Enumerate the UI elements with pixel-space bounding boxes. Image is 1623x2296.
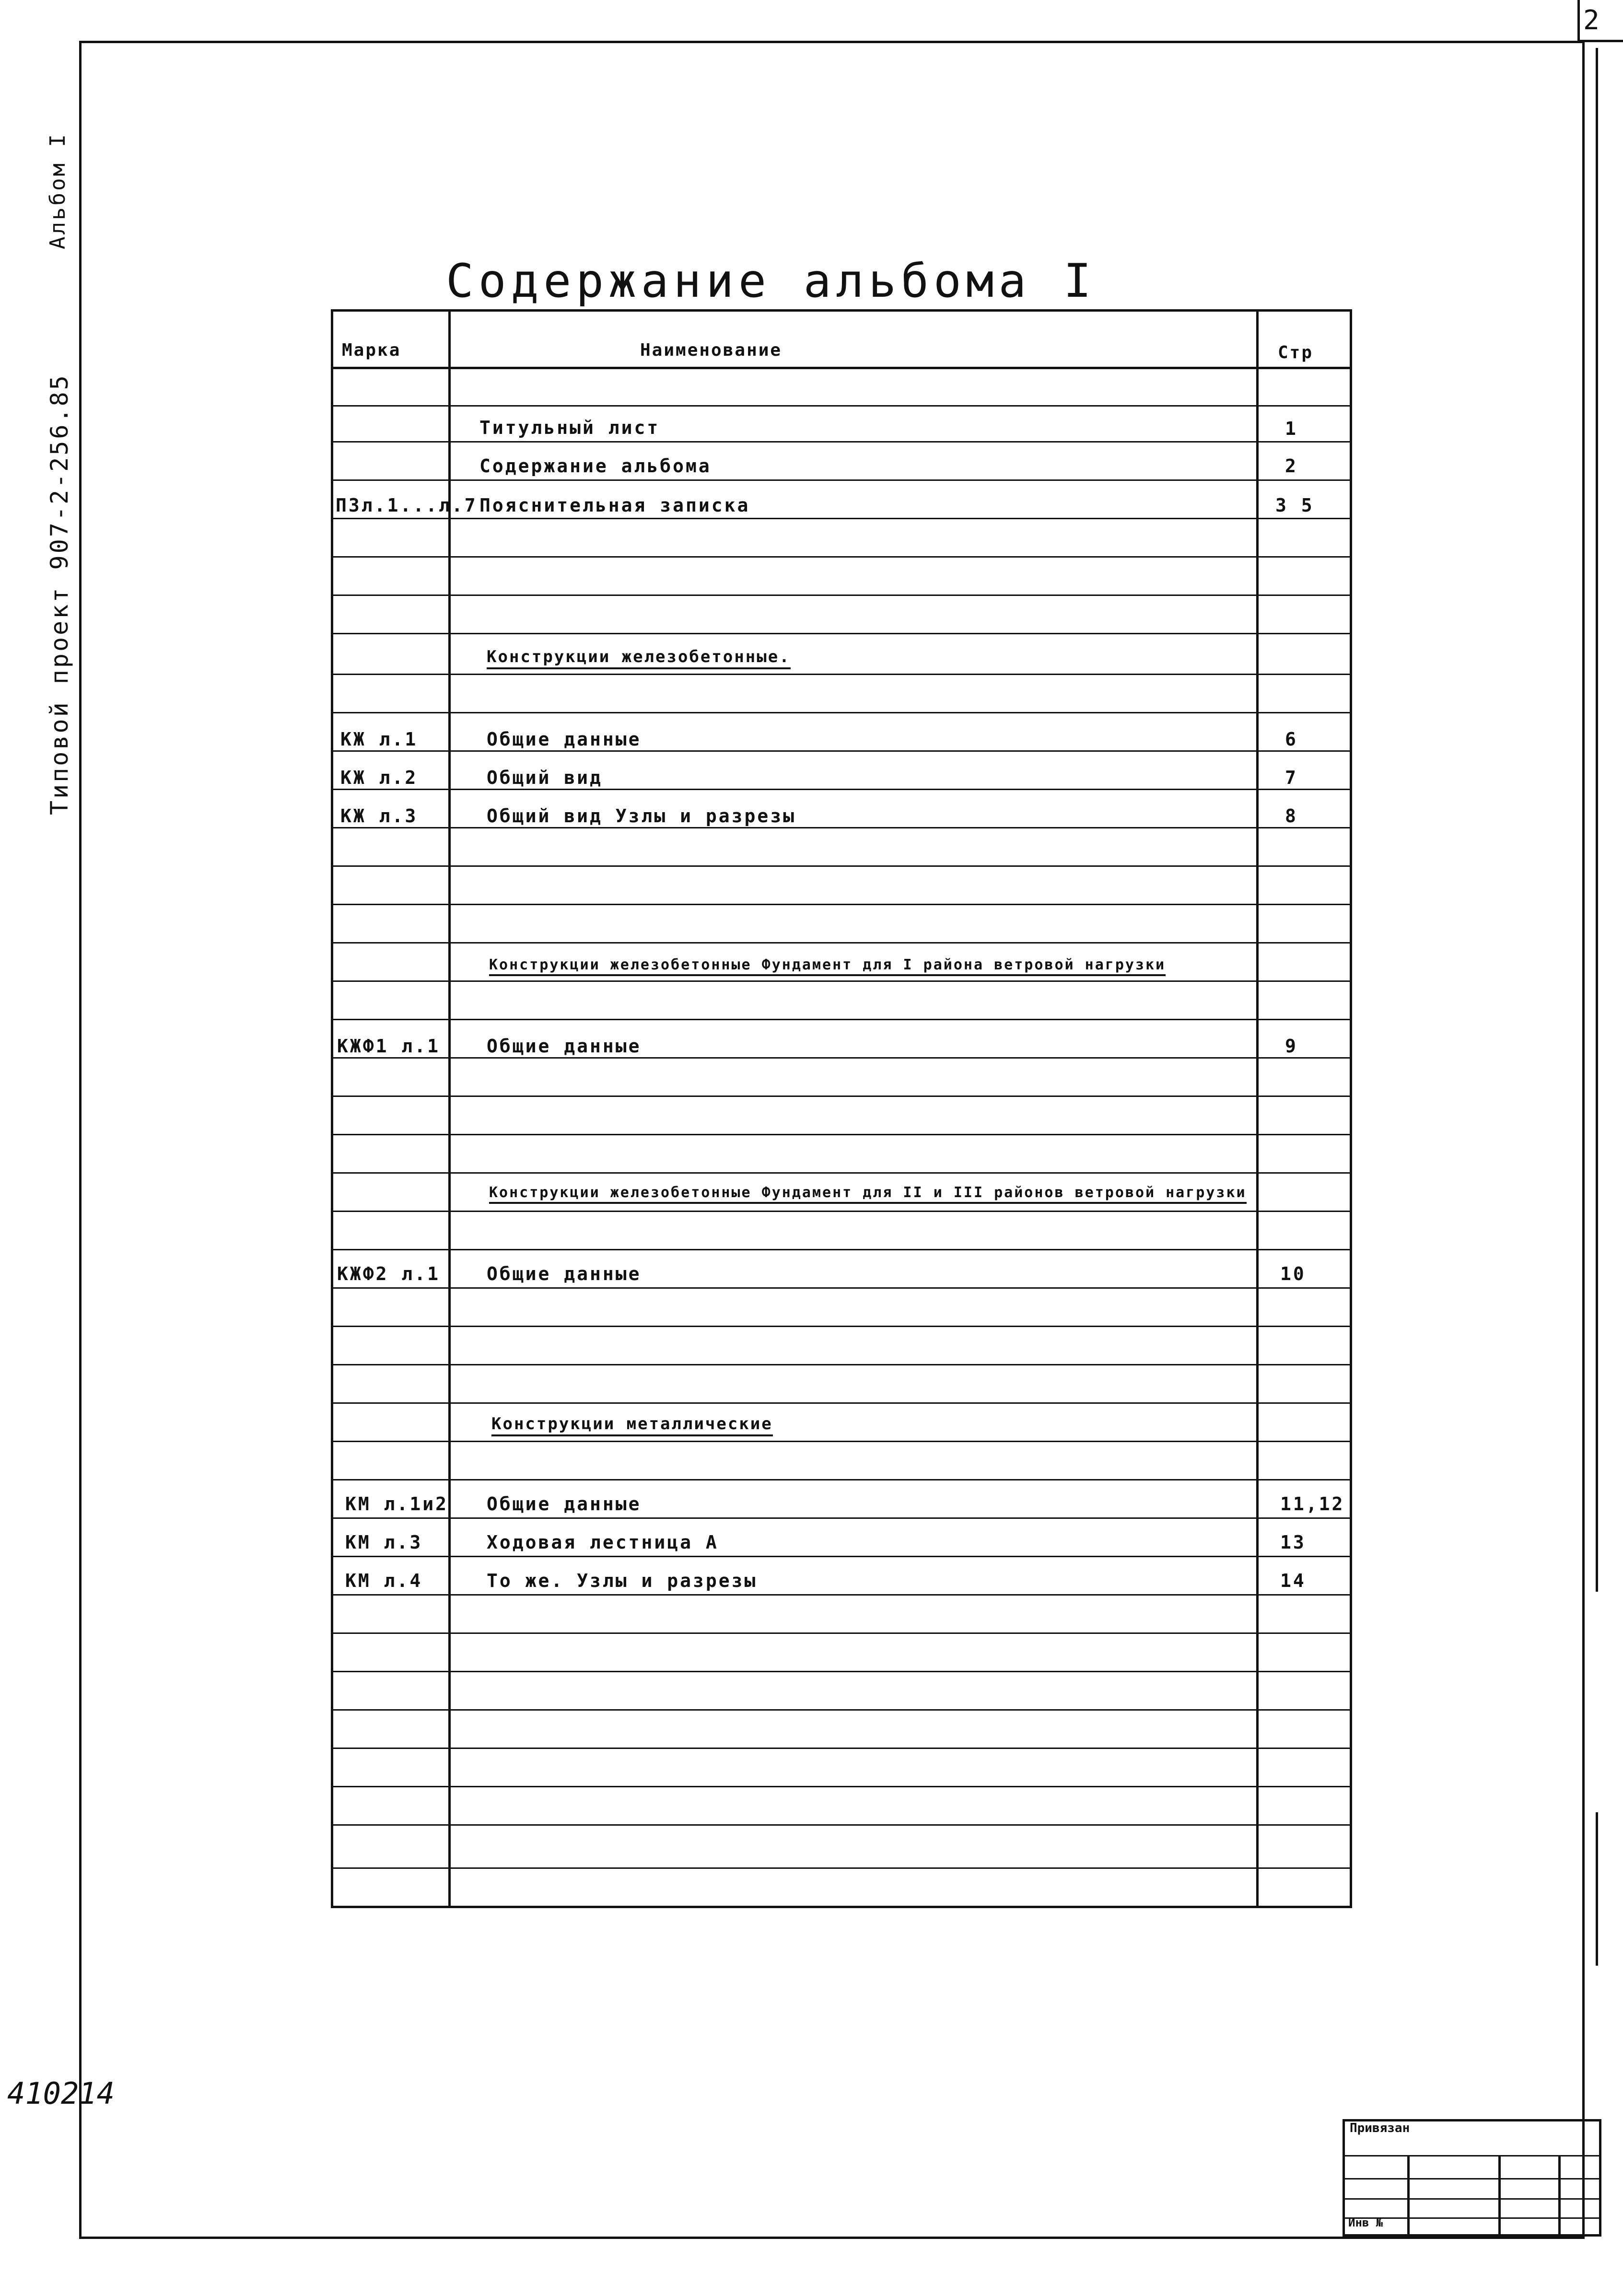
row-line xyxy=(333,1249,1350,1250)
section-heading: Конструкции железобетонные Фундамент для II и III районов ветровой нагрузки xyxy=(489,1184,1247,1204)
row-page: 8 xyxy=(1285,805,1298,827)
column-divider xyxy=(1256,312,1259,1906)
stamp-divider xyxy=(1407,2155,1410,2234)
header-mark: Марка xyxy=(342,340,401,360)
row-mark: ПЗл.1...л.7 xyxy=(336,495,478,516)
archive-number: 410214 xyxy=(7,2076,115,2111)
album-side-label: Альбом I xyxy=(46,132,70,249)
section-heading: Конструкции железобетонные Фундамент для I района ветровой нагрузки xyxy=(489,956,1166,976)
stamp-line xyxy=(1345,2155,1599,2156)
row-line xyxy=(333,1824,1350,1826)
row-line xyxy=(333,1057,1350,1059)
row-line xyxy=(333,1211,1350,1212)
row-line xyxy=(333,1019,1350,1020)
document-title: Содержание альбома I xyxy=(446,254,1096,308)
row-line xyxy=(333,904,1350,905)
row-mark: КЖФ1 л.1 xyxy=(337,1036,441,1057)
row-line xyxy=(333,1402,1350,1404)
row-line xyxy=(333,479,1350,481)
column-divider xyxy=(448,312,451,1906)
row-line xyxy=(333,633,1350,634)
row-line xyxy=(333,1748,1350,1749)
row-line xyxy=(333,594,1350,596)
header-name: Наименование xyxy=(640,340,782,360)
row-mark: КМ л.1и2 xyxy=(345,1493,449,1515)
row-page: 7 xyxy=(1285,767,1298,788)
section-heading: Конструкции металлические xyxy=(491,1414,773,1436)
row-line xyxy=(333,1594,1350,1596)
margin-line xyxy=(1596,1812,1598,1966)
row-line xyxy=(333,942,1350,944)
stamp-divider xyxy=(1558,2155,1561,2234)
row-name: Пояснительная записка xyxy=(479,495,750,516)
project-side-label: Типовой проект 907-2-256.85 xyxy=(46,373,73,815)
row-line xyxy=(333,1556,1350,1557)
row-name: То же. Узлы и разрезы xyxy=(487,1570,758,1591)
row-name: Ходовая лестница А xyxy=(487,1532,719,1553)
row-page: 13 xyxy=(1280,1532,1306,1553)
row-mark: КЖ л.1 xyxy=(340,729,418,750)
row-line xyxy=(333,1517,1350,1519)
row-line xyxy=(333,441,1350,443)
row-line xyxy=(333,1709,1350,1711)
row-line xyxy=(333,865,1350,867)
stamp-line xyxy=(1345,2178,1599,2179)
row-name: Общие данные xyxy=(487,1493,642,1515)
row-name: Содержание альбома xyxy=(479,455,712,477)
row-line xyxy=(333,1441,1350,1442)
row-line xyxy=(333,405,1350,407)
row-mark: КЖ л.2 xyxy=(340,767,418,788)
section-heading: Конструкции железобетонные. xyxy=(487,647,791,669)
row-mark: КЖ л.3 xyxy=(340,805,418,827)
row-mark: КЖФ2 л.1 xyxy=(337,1263,441,1284)
row-line xyxy=(333,1867,1350,1869)
row-line xyxy=(333,789,1350,790)
row-name: Общий вид xyxy=(487,767,603,788)
stamp-divider xyxy=(1498,2155,1501,2234)
stamp-line xyxy=(1345,2217,1599,2219)
row-line xyxy=(333,712,1350,713)
header-divider xyxy=(333,367,1350,369)
row-page: 11,12 xyxy=(1280,1493,1345,1515)
row-page: 14 xyxy=(1280,1570,1306,1591)
row-line xyxy=(333,1364,1350,1365)
inventory-label: Инв № xyxy=(1348,2216,1383,2229)
row-name: Общий вид Узлы и разрезы xyxy=(487,805,796,827)
row-page: 2 xyxy=(1285,455,1298,477)
row-line xyxy=(333,556,1350,558)
row-line xyxy=(333,1671,1350,1672)
row-line xyxy=(333,674,1350,675)
row-line xyxy=(333,750,1350,752)
row-mark: КМ л.4 xyxy=(345,1570,423,1591)
row-page: 3 5 xyxy=(1275,495,1314,516)
stamp-label: Привязан xyxy=(1350,2121,1410,2135)
row-name: Общие данные xyxy=(487,729,642,750)
row-line xyxy=(333,1326,1350,1327)
row-line xyxy=(333,1786,1350,1787)
row-page: 1 xyxy=(1285,418,1298,439)
row-name: Общие данные xyxy=(487,1036,642,1057)
contents-table xyxy=(331,309,1352,1908)
row-name: Титульный лист xyxy=(479,417,660,438)
row-page: 10 xyxy=(1280,1263,1306,1284)
row-line xyxy=(333,1287,1350,1289)
row-name: Общие данные xyxy=(487,1263,642,1284)
row-line xyxy=(333,1172,1350,1174)
row-line xyxy=(333,1632,1350,1634)
row-line xyxy=(333,827,1350,828)
row-line xyxy=(333,1096,1350,1097)
margin-line xyxy=(1596,48,1598,1592)
page-number: 2 xyxy=(1583,5,1600,36)
row-line xyxy=(333,518,1350,519)
row-mark: КМ л.3 xyxy=(345,1532,423,1553)
row-line xyxy=(333,1479,1350,1480)
row-line xyxy=(333,1134,1350,1135)
stamp-line xyxy=(1345,2198,1599,2200)
row-page: 9 xyxy=(1285,1036,1298,1057)
header-page: Стр xyxy=(1278,343,1314,362)
row-page: 6 xyxy=(1285,729,1298,750)
row-line xyxy=(333,980,1350,982)
